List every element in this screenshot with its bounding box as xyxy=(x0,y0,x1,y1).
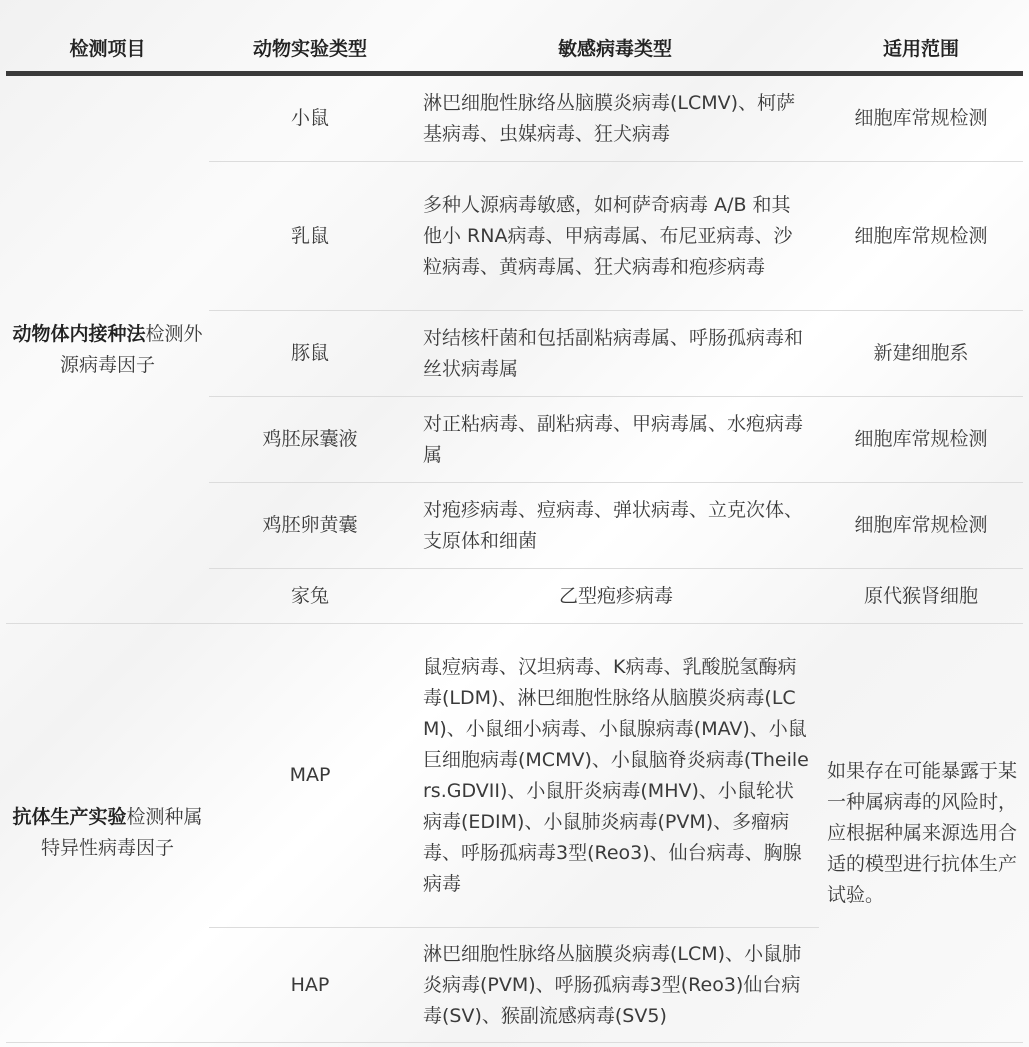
item-cell-in-vivo xyxy=(6,74,209,624)
animal-cell: HAP xyxy=(209,928,411,1043)
virus-cell: 对正粘病毒、副粘病毒、甲病毒属、水疱病毒属 xyxy=(411,397,819,483)
header-scope: 适用范围 xyxy=(819,24,1023,74)
header-animal-type: 动物实验类型 xyxy=(209,24,411,74)
virus-cell: 乙型疱疹病毒 xyxy=(411,569,819,624)
scope-cell: 新建细胞系 xyxy=(819,311,1023,397)
animal-cell: MAP xyxy=(209,624,411,928)
virus-cell: 对结核杆菌和包括副粘病毒属、呼肠孤病毒和丝状病毒属 xyxy=(411,311,819,397)
scope-cell: 细胞库常规检测 xyxy=(819,397,1023,483)
scope-cell: 细胞库常规检测 xyxy=(819,483,1023,569)
scope-cell: 细胞库常规检测 xyxy=(819,162,1023,311)
virus-cell: 鼠痘病毒、汉坦病毒、K病毒、乳酸脱氢酶病毒(LDM)、淋巴细胞性脉络从脑膜炎病毒(LCM)、小鼠细小病毒、小鼠腺病毒(MAV)、小鼠巨细胞病毒(MCMV)、小鼠脑脊炎病毒(Theilers.GDVII)、小鼠肝炎病毒(MHV)、小鼠轮状病毒(EDIM)、小鼠肺炎病毒(PVM)、多瘤病毒、呼肠孤病毒3型(Reo3)、仙台病毒、胸腺病毒 xyxy=(411,624,819,928)
table-row xyxy=(6,74,1023,162)
animal-cell: 小鼠 xyxy=(209,74,411,162)
virus-cell: 多种人源病毒敏感，如柯萨奇病毒 A/B 和其他小 RNA病毒、甲病毒属、布尼亚病毒、沙粒病毒、黄病毒属、狂犬病毒和疱疹病毒 xyxy=(411,162,819,311)
item-rest-text: 检测外源病毒因子 xyxy=(59,322,203,376)
item-cell-antibody xyxy=(6,624,209,1043)
item-bold-text: 动物体内接种法 xyxy=(12,322,146,345)
scope-cell: 原代猴肾细胞 xyxy=(819,569,1023,624)
virus-detection-table xyxy=(6,24,1023,1043)
item-bold-text: 抗体生产实验 xyxy=(12,806,127,828)
scope-cell-antibody: 如果存在可能暴露于某一种属病毒的风险时，应根据种属来源选用合适的模型进行抗体生产试验。 xyxy=(819,624,1023,1043)
virus-cell: 对疱疹病毒、痘病毒、弹状病毒、立克次体、支原体和细菌 xyxy=(411,483,819,569)
virus-cell: 淋巴细胞性脉络丛脑膜炎病毒(LCMV)、柯萨基病毒、虫媒病毒、狂犬病毒 xyxy=(411,74,819,162)
animal-cell: 鸡胚尿囊液 xyxy=(209,397,411,483)
table-row xyxy=(6,624,1023,928)
item-rest-text: 检测种属特异性病毒因子 xyxy=(40,806,203,859)
animal-cell: 豚鼠 xyxy=(209,311,411,397)
virus-cell: 淋巴细胞性脉络丛脑膜炎病毒(LCM)、小鼠肺炎病毒(PVM)、呼肠孤病毒3型(Reo3)仙台病毒(SV)、猴副流感病毒(SV5) xyxy=(411,928,819,1043)
table-body xyxy=(6,74,1023,1043)
scope-cell: 细胞库常规检测 xyxy=(819,74,1023,162)
animal-cell: 鸡胚卵黄囊 xyxy=(209,483,411,569)
animal-cell: 乳鼠 xyxy=(209,162,411,311)
animal-cell: 家兔 xyxy=(209,569,411,624)
header-virus-type: 敏感病毒类型 xyxy=(411,24,819,74)
table-header xyxy=(6,24,1023,74)
header-item: 检测项目 xyxy=(6,24,209,74)
